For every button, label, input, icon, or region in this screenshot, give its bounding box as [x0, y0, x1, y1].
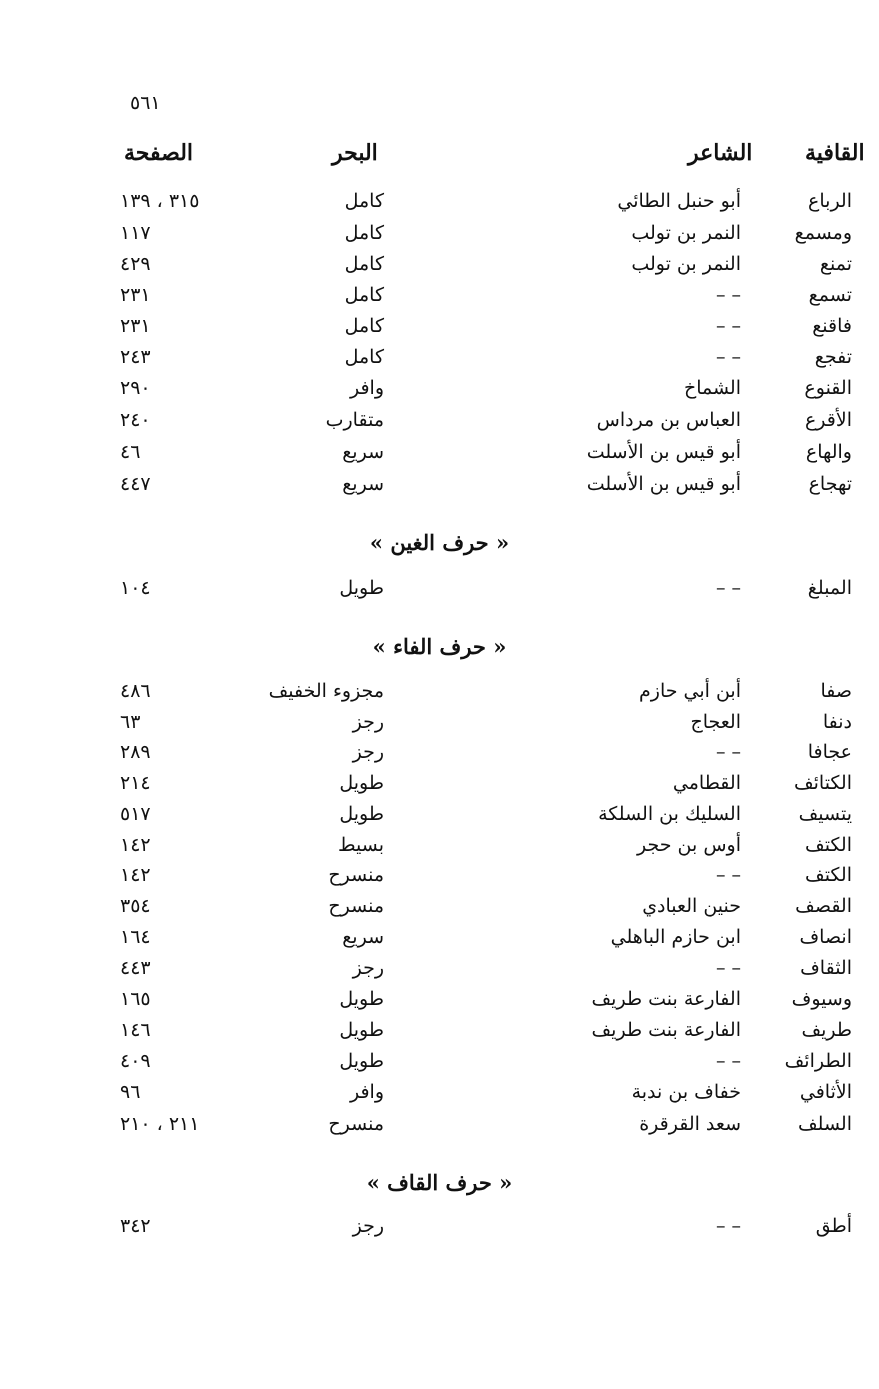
bahr-cell: كامل: [344, 315, 384, 337]
bahr-cell: متقارب: [325, 409, 384, 431]
page-cell: ١٤٢: [120, 864, 151, 886]
shaer-cell: أبن أبي حازم: [639, 680, 741, 702]
page-cell: ٤٢٩: [120, 253, 151, 275]
bahr-cell: رجز: [352, 1215, 384, 1237]
qafia-cell: وسيوف: [791, 988, 852, 1010]
page-cell: ١٤٢: [120, 834, 151, 856]
table-row: [0, 409, 879, 439]
page-cell: ٢١٤: [120, 772, 151, 794]
table-row: [0, 1050, 879, 1080]
shaer-cell: الشماخ: [683, 377, 741, 399]
page-cell: ١١٧: [120, 222, 151, 244]
section-heading-qaf: « حرف القاف »: [366, 1170, 513, 1195]
table-row: [0, 711, 879, 741]
bahr-cell: رجز: [352, 741, 384, 763]
table-row: [0, 895, 879, 925]
table-row: [0, 473, 879, 503]
bahr-cell: مجزوء الخفيف: [268, 680, 384, 702]
bahr-cell: كامل: [344, 346, 384, 368]
page-cell: ١٠٤: [120, 577, 151, 599]
header-bahr: البحر: [332, 140, 378, 166]
page-cell: ٣٤٢: [120, 1215, 151, 1237]
page-cell: ٢١١ ، ٢١٠: [120, 1113, 200, 1135]
table-row: [0, 315, 879, 345]
shaer-cell: أوس بن حجر: [637, 834, 741, 856]
shaer-cell: – –: [715, 346, 741, 368]
shaer-cell: – –: [715, 577, 741, 599]
bahr-cell: سريع: [342, 473, 384, 495]
qafia-cell: تمنع: [819, 253, 852, 275]
qafia-cell: الكتف: [805, 834, 852, 856]
shaer-cell: العجاج: [690, 711, 741, 733]
qafia-cell: الثقاف: [800, 957, 852, 979]
shaer-cell: – –: [715, 284, 741, 306]
qafia-cell: الكتف: [805, 864, 852, 886]
shaer-cell: أبو قيس بن الأسلت: [586, 441, 741, 463]
table-row: [0, 1019, 879, 1049]
header-qafia: القافية: [805, 140, 865, 166]
page-cell: ٤٨٦: [120, 680, 151, 702]
qafia-cell: تهجاع: [808, 473, 852, 495]
table-row: [0, 377, 879, 407]
bahr-cell: رجز: [352, 957, 384, 979]
shaer-cell: العباس بن مرداس: [596, 409, 741, 431]
table-row: [0, 346, 879, 376]
page-cell: ٢٣١: [120, 315, 151, 337]
qafia-cell: صفا: [820, 680, 852, 702]
bahr-cell: وافر: [349, 377, 384, 399]
table-row: [0, 1113, 879, 1143]
shaer-cell: الفارعة بنت طريف: [591, 1019, 741, 1041]
qafia-cell: ومسمع: [794, 222, 852, 244]
qafia-cell: تسمع: [808, 284, 852, 306]
table-row: [0, 1081, 879, 1111]
shaer-cell: – –: [715, 864, 741, 886]
table-row: [0, 864, 879, 894]
table-row: [0, 253, 879, 283]
bahr-cell: منسرح: [328, 895, 384, 917]
shaer-cell: النمر بن تولب: [631, 253, 741, 275]
shaer-cell: سعد القرقرة: [639, 1113, 741, 1135]
bahr-cell: سريع: [342, 441, 384, 463]
page-cell: ٤٠٩: [120, 1050, 151, 1072]
table-row: [0, 1215, 879, 1245]
page-cell: ٦٣: [120, 711, 141, 733]
page-cell: ٤٦: [120, 441, 141, 463]
shaer-cell: أبو حنبل الطائي: [617, 190, 741, 212]
shaer-cell: النمر بن تولب: [631, 222, 741, 244]
section-heading-ghain: « حرف الغين »: [369, 530, 510, 555]
table-row: [0, 441, 879, 471]
bahr-cell: بسيط: [337, 834, 384, 856]
shaer-cell: الفارعة بنت طريف: [591, 988, 741, 1010]
bahr-cell: منسرح: [328, 864, 384, 886]
shaer-cell: – –: [715, 1215, 741, 1237]
table-row: [0, 803, 879, 833]
page-cell: ٢٤٣: [120, 346, 151, 368]
page-cell: ٩٦: [120, 1081, 141, 1103]
page-cell: ٢٣١: [120, 284, 151, 306]
qafia-cell: الرباع: [808, 190, 852, 212]
qafia-cell: الكتائف: [793, 772, 852, 794]
header-page: الصفحة: [124, 140, 194, 166]
qafia-cell: الطرائف: [784, 1050, 852, 1072]
qafia-cell: تفجع: [814, 346, 852, 368]
shaer-cell: أبو قيس بن الأسلت: [586, 473, 741, 495]
shaer-cell: ابن حازم الباهلي: [610, 926, 741, 948]
page-cell: ١٤٦: [120, 1019, 151, 1041]
bahr-cell: كامل: [344, 253, 384, 275]
bahr-cell: طويل: [339, 1050, 384, 1072]
bahr-cell: رجز: [352, 711, 384, 733]
page-cell: ٢٨٩: [120, 741, 151, 763]
bahr-cell: طويل: [339, 988, 384, 1010]
page-cell: ١٦٤: [120, 926, 151, 948]
table-row: [0, 741, 879, 771]
shaer-cell: خفاف بن ندبة: [631, 1081, 741, 1103]
shaer-cell: القطامي: [672, 772, 741, 794]
section-heading-fa: « حرف الفاء »: [372, 634, 507, 659]
bahr-cell: طويل: [339, 803, 384, 825]
qafia-cell: المبلغ: [807, 577, 852, 599]
table-row: [0, 190, 879, 220]
bahr-cell: وافر: [349, 1081, 384, 1103]
page-cell: ١٦٥: [120, 988, 151, 1010]
bahr-cell: طويل: [339, 577, 384, 599]
table-row: [0, 222, 879, 252]
qafia-cell: القنوع: [804, 377, 852, 399]
table-row: [0, 772, 879, 802]
bahr-cell: كامل: [344, 222, 384, 244]
qafia-cell: دنفا: [822, 711, 852, 733]
shaer-cell: – –: [715, 1050, 741, 1072]
bahr-cell: كامل: [344, 284, 384, 306]
bahr-cell: سريع: [342, 926, 384, 948]
bahr-cell: طويل: [339, 772, 384, 794]
bahr-cell: طويل: [339, 1019, 384, 1041]
qafia-cell: عجافا: [807, 741, 852, 763]
table-row: [0, 957, 879, 987]
qafia-cell: القصف: [795, 895, 852, 917]
table-row: [0, 577, 879, 607]
table-row: [0, 988, 879, 1018]
page-cell: ٢٩٠: [120, 377, 151, 399]
qafia-cell: فاقنع: [812, 315, 852, 337]
table-row: [0, 834, 879, 864]
shaer-cell: – –: [715, 957, 741, 979]
page-number: ٥٦١: [130, 92, 161, 114]
header-shaer: الشاعر: [688, 140, 753, 166]
table-row: [0, 680, 879, 710]
table-row: [0, 926, 879, 956]
shaer-cell: السليك بن السلكة: [598, 803, 741, 825]
shaer-cell: – –: [715, 741, 741, 763]
qafia-cell: أطق: [815, 1215, 852, 1237]
page-cell: ٥١٧: [120, 803, 151, 825]
page-cell: ٤٤٧: [120, 473, 151, 495]
table-row: [0, 284, 879, 314]
qafia-cell: الأثافي: [799, 1081, 852, 1103]
bahr-cell: كامل: [344, 190, 384, 212]
page-cell: ٣١٥ ، ١٣٩: [120, 190, 200, 212]
page-cell: ٢٤٠: [120, 409, 151, 431]
shaer-cell: – –: [715, 315, 741, 337]
page-cell: ٣٥٤: [120, 895, 151, 917]
bahr-cell: منسرح: [328, 1113, 384, 1135]
qafia-cell: السلف: [798, 1113, 852, 1135]
shaer-cell: حنين العبادي: [642, 895, 741, 917]
qafia-cell: طريف: [801, 1019, 852, 1041]
qafia-cell: يتسيف: [798, 803, 852, 825]
qafia-cell: والهاع: [805, 441, 852, 463]
page-cell: ٤٤٣: [120, 957, 151, 979]
qafia-cell: انصاف: [799, 926, 852, 948]
qafia-cell: الأقرع: [804, 409, 852, 431]
